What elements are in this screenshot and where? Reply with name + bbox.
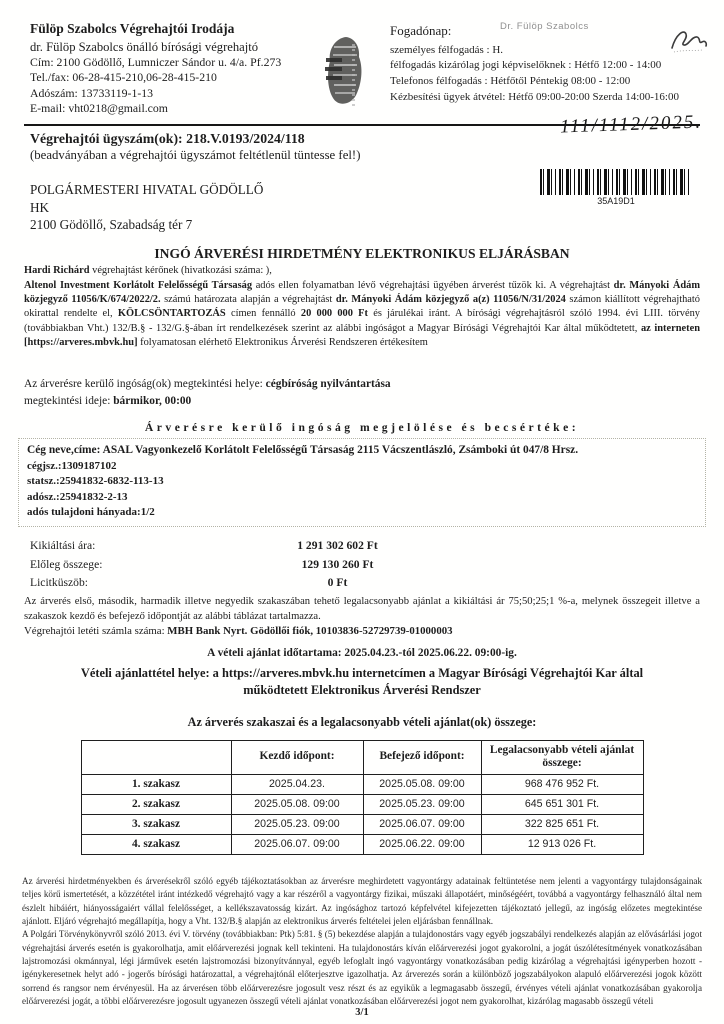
- faint-stamp-text: Dr. Fülöp Szabolcs: [500, 21, 589, 32]
- addressee-code: HK: [30, 199, 50, 215]
- stage-note-paragraph: Az árverés első, második, harmadik illetve negyedik szakaszában tehető legalacsonyabb ajánlat a kikiáltási ár 75;50;25;1 %-a, melynek összegeit illetve a szakaszok kezdő és befejező időpontját az alábbi táblázat tartalmazza.: [24, 595, 700, 622]
- stage-end: 2025.05.23. 09:00: [363, 794, 481, 814]
- stage-min-offer: 645 651 301 Ft.: [481, 794, 643, 814]
- scan-artifact: [352, 44, 355, 106]
- addressee-block: [0, 163, 724, 234]
- office-taxid-line: Adószám: 13733119-1-13: [30, 85, 154, 100]
- asset-taxno-line: adósz.:25941832-2-13: [27, 490, 128, 503]
- price-label: Licitküszöb:: [30, 576, 88, 590]
- signature-icon: [668, 26, 710, 61]
- table-row: [81, 814, 643, 834]
- viewing-info: [0, 350, 724, 409]
- stage-end: 2025.05.08. 09:00: [363, 774, 481, 794]
- stage-start: 2025.05.23. 09:00: [231, 814, 363, 834]
- pricing-section: [0, 537, 724, 593]
- deposit-amount-row: [30, 556, 724, 575]
- auction-table-heading: Az árverés szakaszai és a legalacsonyabb vételi ajánlat(ok) összege:: [187, 714, 537, 729]
- case-number-note: (beadványában a végrehajtói ügyszámot feltétlenül tüntesse fel!): [30, 147, 361, 162]
- case-number-line: Végrehajtói ügyszám(ok): 218.V.0193/2024/118: [30, 130, 305, 146]
- stage-name: 1. szakasz: [81, 774, 231, 794]
- barcode-block: [536, 169, 696, 206]
- asset-regno-line: cégjsz.:1309187102: [27, 459, 117, 472]
- auction-stages-table: [81, 740, 644, 855]
- offer-place-line: Vételi ajánlattétel helye: a https://arveres.mbvk.hu internetcímen a Magyar Bírósági Végrehajtói Kar által működtetett Elektronikus Árverési Rendszer: [80, 666, 644, 698]
- barcode-icon: [540, 169, 692, 195]
- stage-min-offer: 968 476 952 Ft.: [481, 774, 643, 794]
- stage-name: 2. szakasz: [81, 794, 231, 814]
- stage-min-offer: 322 825 651 Ft.: [481, 814, 643, 834]
- table-row: [81, 794, 643, 814]
- header-lowest-offer: Legalacsonyabb vételi ajánlat összege:: [481, 740, 643, 774]
- office-email-line: E-mail: vht0218@gmail.com: [30, 100, 168, 115]
- asset-company-line: Cég neve,címe: ASAL Vagyonkezelő Korlátolt Felelősségű Társaság 2115 Vácszentlászló, Zsámboki út 047/8 Hrsz.: [27, 444, 579, 457]
- stage-name: 4. szakasz: [81, 834, 231, 854]
- price-value: 129 130 260 Ft: [301, 557, 374, 571]
- offer-period-line: A vételi ajánlat időtartama: 2025.04.23.-tól 2025.06.22. 09:00-ig.: [207, 647, 517, 660]
- stage-start: 2025.06.07. 09:00: [231, 834, 363, 854]
- header-start-time: Kezdő időpont:: [231, 740, 363, 774]
- reception-line: személyes félfogadás : H.: [390, 43, 504, 56]
- claimant-line: Hardi Richárd végrehajtást kérőnek (hivatkozási száma: ),: [24, 265, 272, 277]
- table-row: [81, 834, 643, 854]
- handwritten-case-number: 111/1112/2025.: [559, 111, 703, 138]
- price-label: Előleg összege:: [30, 557, 103, 571]
- asset-details-box: [18, 438, 706, 527]
- legal-paragraph-1: Az árverési hirdetményekben és árverésekről szóló egyéb tájékoztatásokban az árverésre meghirdetett vagyontárgy adatainak feltüntetése nem jelenti a vagyontárgy tulajdonságainak teljes körű ismertetését, a közzététel iránt intézkedő végrehajtó vagy a kar részéről a vagyontárgy fizikai, műszaki állapotáért, minőségéért, továbbá a vagyontárgy felhasználó által nem észlelt hibáiért, hiányosságaiért vállal felelősséget, a kellékszavatosság kizárt. Az ingósághoz tartozó képfelvétel kifejezetten tájékoztató jellegű, az ingóság előzetes megtekintése ajánlott. Eljáró végrehajtó megállapítja, hogy a Vht. 132/B.§ alapján az elektronikus árverés feltételei jelen eljárásban fennállnak.: [22, 875, 702, 926]
- barcode-label: 35A19D1: [597, 195, 635, 206]
- document-header: [0, 0, 724, 116]
- viewing-time-line: megtekintési ideje: bármikor, 00:00: [24, 394, 192, 407]
- reception-line: Kézbesítési ügyek átvétel: Hétfő 09:00-20:00 Szerda 14:00-16:00: [390, 90, 679, 103]
- office-phone-line: Tel./fax: 06-28-415-210,06-28-415-210: [30, 70, 217, 85]
- ink-stamp-icon: [330, 20, 382, 116]
- stage-min-offer: 12 913 026 Ft.: [481, 834, 643, 854]
- reception-line: félfogadás kizárólag jogi képviselőknek : Hétfő 12:00 - 14:00: [390, 59, 662, 72]
- price-value: 1 291 302 602 Ft: [297, 539, 378, 553]
- stage-end: 2025.06.07. 09:00: [363, 814, 481, 834]
- addressee-address: 2100 Gödöllő, Szabadság tér 7: [30, 217, 193, 233]
- page-title: INGÓ ÁRVERÉSI HIRDETMÉNY ELEKTRONIKUS ELJÁRÁSBAN: [154, 246, 570, 262]
- reception-line: Telefonos félfogadás : Hétfőtől Péntekig 08:00 - 12:00: [390, 74, 631, 87]
- bailiff-office-block: [30, 20, 330, 116]
- reception-label: Fogadónap:: [390, 23, 452, 38]
- case-number-section: [0, 111, 724, 163]
- stage-end: 2025.06.22. 09:00: [363, 834, 481, 854]
- legal-fine-print: [0, 855, 724, 1009]
- reception-hours-block: [382, 20, 698, 116]
- bid-threshold-row: [30, 574, 724, 593]
- deposit-account-line: Végrehajtói letéti számla száma: MBH Bank Nyrt. Gödöllői fiók, 10103836-52729739-01000003: [24, 625, 453, 638]
- asset-ownership-line: adós tulajdoni hányada:1/2: [27, 506, 155, 519]
- stage-start: 2025.04.23.: [231, 774, 363, 794]
- office-line: dr. Fülöp Szabolcs önálló bírósági végrehajtó: [30, 40, 259, 55]
- office-name: Fülöp Szabolcs Végrehajtói Irodája: [30, 21, 235, 36]
- stage-start: 2025.05.08. 09:00: [231, 794, 363, 814]
- header-end-time: Befejező időpont:: [363, 740, 481, 774]
- viewing-place-line: Az árverésre kerülő ingóság(ok) megtekintési helye: cégbíróság nyilvántartása: [24, 378, 391, 391]
- intro-paragraph: [0, 262, 724, 350]
- page-number: 3/1: [355, 1007, 369, 1018]
- addressee-name: POLGÁRMESTERI HIVATAL GÖDÖLLŐ: [30, 181, 264, 197]
- asset-statno-line: statsz.:25941832-6832-113-13: [27, 475, 164, 488]
- price-label: Kikiáltási ára:: [30, 539, 96, 553]
- header-stage: [81, 740, 231, 774]
- starting-price-row: [30, 537, 724, 556]
- asset-section-heading: Árverésre kerülő ingóság megjelölése és becsértéke:: [144, 421, 580, 435]
- stage-name: 3. szakasz: [81, 814, 231, 834]
- table-row: [81, 774, 643, 794]
- price-value: 0 Ft: [327, 576, 348, 590]
- office-address-line: Cím: 2100 Gödöllő, Lumniczer Sándor u. 4/a. Pf.273: [30, 55, 282, 70]
- table-header-row: [81, 740, 643, 774]
- legal-paragraph-2: A Polgári Törvénykönyvről szóló 2013. évi V. törvény (továbbiakban: Ptk) 5:81. § (5) bekezdése alapján a tulajdonostárs vagy egyéb jogszabályi rendelkezés alapján az elővásárlási jogot végrehajtási árverés esetén is gyakorolhatja, amit előárverezési jognak kell tekinteni. Ha tulajdonostárs kíván előárverezési jogot gyakorolni, a jogát úszólétesítmények vonatkozásában lajstromozási okmánnyal, légi járművek esetén lajstromozási bizonyítvánnyal, egyéb lefoglalt ingó vagyontárgy vonatkozásában pedig kizárólag a végrehajtási igényperben hozott - igénykeresetnek helyt adó - jogerős bírósági határozattal, a végrehajtónál előterjesztve igazolhatja. Az árverezés során a különböző jogszabályokon alapuló előárverezési jogok között sorrend és rangsor nem érvényesül. Ha az árverésen több előárverezésre jogosult vesz részt és az egyikük a legmagasabb összegű, érvényes vételi ajánlat vonatkozásában gyakorolja előárverezési jogát, a többi előárverezésre jogosult ugyanezen összegű vételi ajánlat vonatkozásában előárverezési jogot nem gyakorolhat, kizárólag magasabb összegű vételi: [22, 929, 702, 1007]
- intro-body-text: Altenol Investment Korlátolt Felelősségű Társaság adós ellen folyamatban lévő végrehajtási ügyében árverést tűzök ki. A végrehajtást dr. Mányoki Ádám közjegyző 11056/K/674/2022/2. számú határozata alapján a végrehajtást dr. Mányoki Ádám közjegyző a(z) 11056/N/31/2024 számon kiállított végrehajtható okirattal rendelte el, KÖLCSÖNTARTOZÁS címen fennálló 20 000 000 Ft és járulékai iránt. A bírósági végrehajtásról szóló 1994. évi LIII. törvény (továbbiakban Vht.) 132/B.§ - 132/G.§-ában írt rendelkezések szerint az alábbi ingóságot a Magyar Bírósági Végrehajtói Kar által működtetett, az interneten [https://arveres.mbvk.hu] folyamatosan elérhető Elektronikus Árverési Rendszeren értékesítem: [24, 279, 700, 348]
